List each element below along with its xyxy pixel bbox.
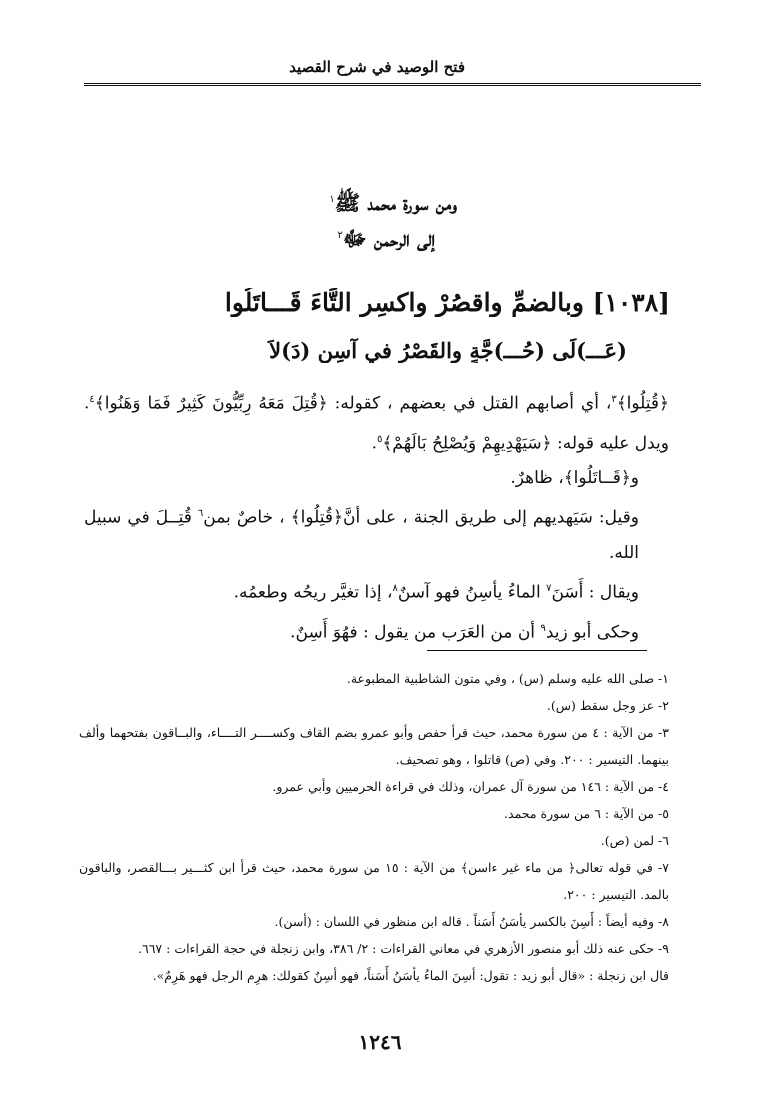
commentary-span: ويقال : أَسَنَ — [551, 582, 639, 603]
verse-line-1: [١٠٣٨] وبالضمِّ واقصُرْ واكسِرِ التَّاءَ قَـــاتَلُوا — [224, 288, 670, 317]
commentary-span: . — [371, 433, 377, 454]
commentary-paragraph — [84, 611, 669, 651]
footnote: ٣- من الآية : ٤ من سورة محمد، حيث قرأ حفص وأبو عمرو بضم القاف وكســــر التــــاء، والبــاقون بفتحهما وألف بينهما. التيسير : ٢٠٠. وفي (ص) قاتلوا ، وهو تصحيف. — [79, 725, 669, 767]
verse-line-2: (عَـــ)لَى (حُـــ)جَّةٍ والقَصْرُ في آسِنٍ (دَ)لاَ — [269, 338, 627, 363]
section-title-line1 — [329, 190, 457, 221]
commentary-span: قُتِــلَ في سبيل الله. — [84, 507, 639, 563]
footnote-ref-3: ٣ — [611, 394, 617, 405]
commentary-paragraph: و﴿قَــاتَلُوا﴾، ظاهرٌ. — [510, 468, 639, 489]
footnote-ref-4: ٤ — [89, 394, 95, 405]
header-divider — [84, 83, 701, 86]
section-title-line1-text: ومن سورة محمد ﷺ — [334, 190, 457, 215]
footnote-ref-5: ٥ — [376, 433, 383, 445]
footnotes — [79, 665, 669, 989]
footnote-ref-2: ٢ — [337, 230, 343, 241]
footnote: قال ابن زنجلة : «قال أبو زيد : تقول: أسِنَ الماءُ يأسَنُ أَسَناً، فهو أسِنٌ كقولك: هرِم الرجل فهو هَرِمٌ». — [152, 968, 669, 983]
section-title-line2-text: إلى الرحمن ﷻ — [342, 226, 435, 251]
commentary-text — [84, 382, 669, 650]
commentary-span: وحكى أبو زيد — [545, 622, 639, 643]
commentary-span: أن من العَرَب من يقول : فهُوَ أَسِنٌ. — [290, 622, 541, 643]
commentary-span: . ويدل عليه قوله: ﴿سَيَهْدِيهِمْ وَيُصْلِحُ بَالَهُمْ﴾ — [84, 393, 669, 454]
commentary-span: ، إذا تغيَّر ريحُه وطعمُه. — [233, 582, 393, 603]
commentary-span: ، أي أصابهم القتل في بعضهم ، كقوله: ﴿قُتِلَ مَعَهُ رِبِّيُّونَ كَثِيرٌ فَمَا وَهَنُوا﴾ — [94, 393, 612, 414]
footnote-ref-1: ١ — [329, 194, 335, 205]
commentary-paragraph — [84, 382, 669, 461]
section-title-line2 — [338, 226, 436, 257]
footnote-ref-8: ٨ — [392, 582, 398, 594]
footnote-ref-9: ٩ — [540, 622, 546, 634]
commentary-paragraph — [84, 571, 669, 611]
footnote-divider — [427, 650, 647, 651]
commentary-paragraph — [84, 496, 669, 571]
running-title: فتح الوصيد في شرح القصيد — [289, 58, 465, 76]
footnote: ١- صلى الله عليه وسلم (س) ، وفي متون الشاطبية المطبوعة. — [346, 671, 669, 686]
footnote: ٨- وفيه أيضاً : أَسِنَ بالكسر يأسَنُ أَسَناً . قاله ابن منظور في اللسان : (أسن). — [274, 914, 669, 929]
footnote-ref-6: ٦ — [197, 508, 204, 520]
quran-quote: ﴿قُتِلُوا﴾ — [616, 393, 669, 414]
commentary-span: الماءُ يأسِنُ فهو آسنٌ — [397, 582, 547, 603]
page-number: ١٢٤٦ — [358, 1030, 402, 1054]
footnote: ٤- من الآية : ١٤٦ من سورة آل عمران، وذلك في قراءة الحرميين وأبي عمرو. — [272, 779, 669, 794]
footnote-ref-7: ٧ — [546, 582, 552, 594]
footnote: ٩- حكى عنه ذلك أبو منصور الأزهري في معاني القراءات : ٢/ ٣٨٦، وابن زنجلة في حجة القراءات : ٦٦٧. — [138, 941, 669, 956]
footnote: ٥- من الآية : ٦ من سورة محمد. — [504, 806, 669, 821]
footnote: ٦- لمن (ص). — [600, 833, 669, 848]
footnote: ٧- في قوله تعالى﴿ من ماء غير ءاسن﴾ من الآية : ١٥ من سورة محمد، حيث قرأ ابن كثـــير بـــالقصر، والباقون بالمد. التيسير : ٢٠٠. — [79, 860, 669, 902]
commentary-span: وقيل: سَيَهديهم إلى طريق الجنة ، على أنَّ﴿قُتِلُوا﴾ ، خاصٌ بمن — [203, 507, 639, 528]
footnote: ٢- عز وجل سقط (س). — [546, 698, 669, 713]
